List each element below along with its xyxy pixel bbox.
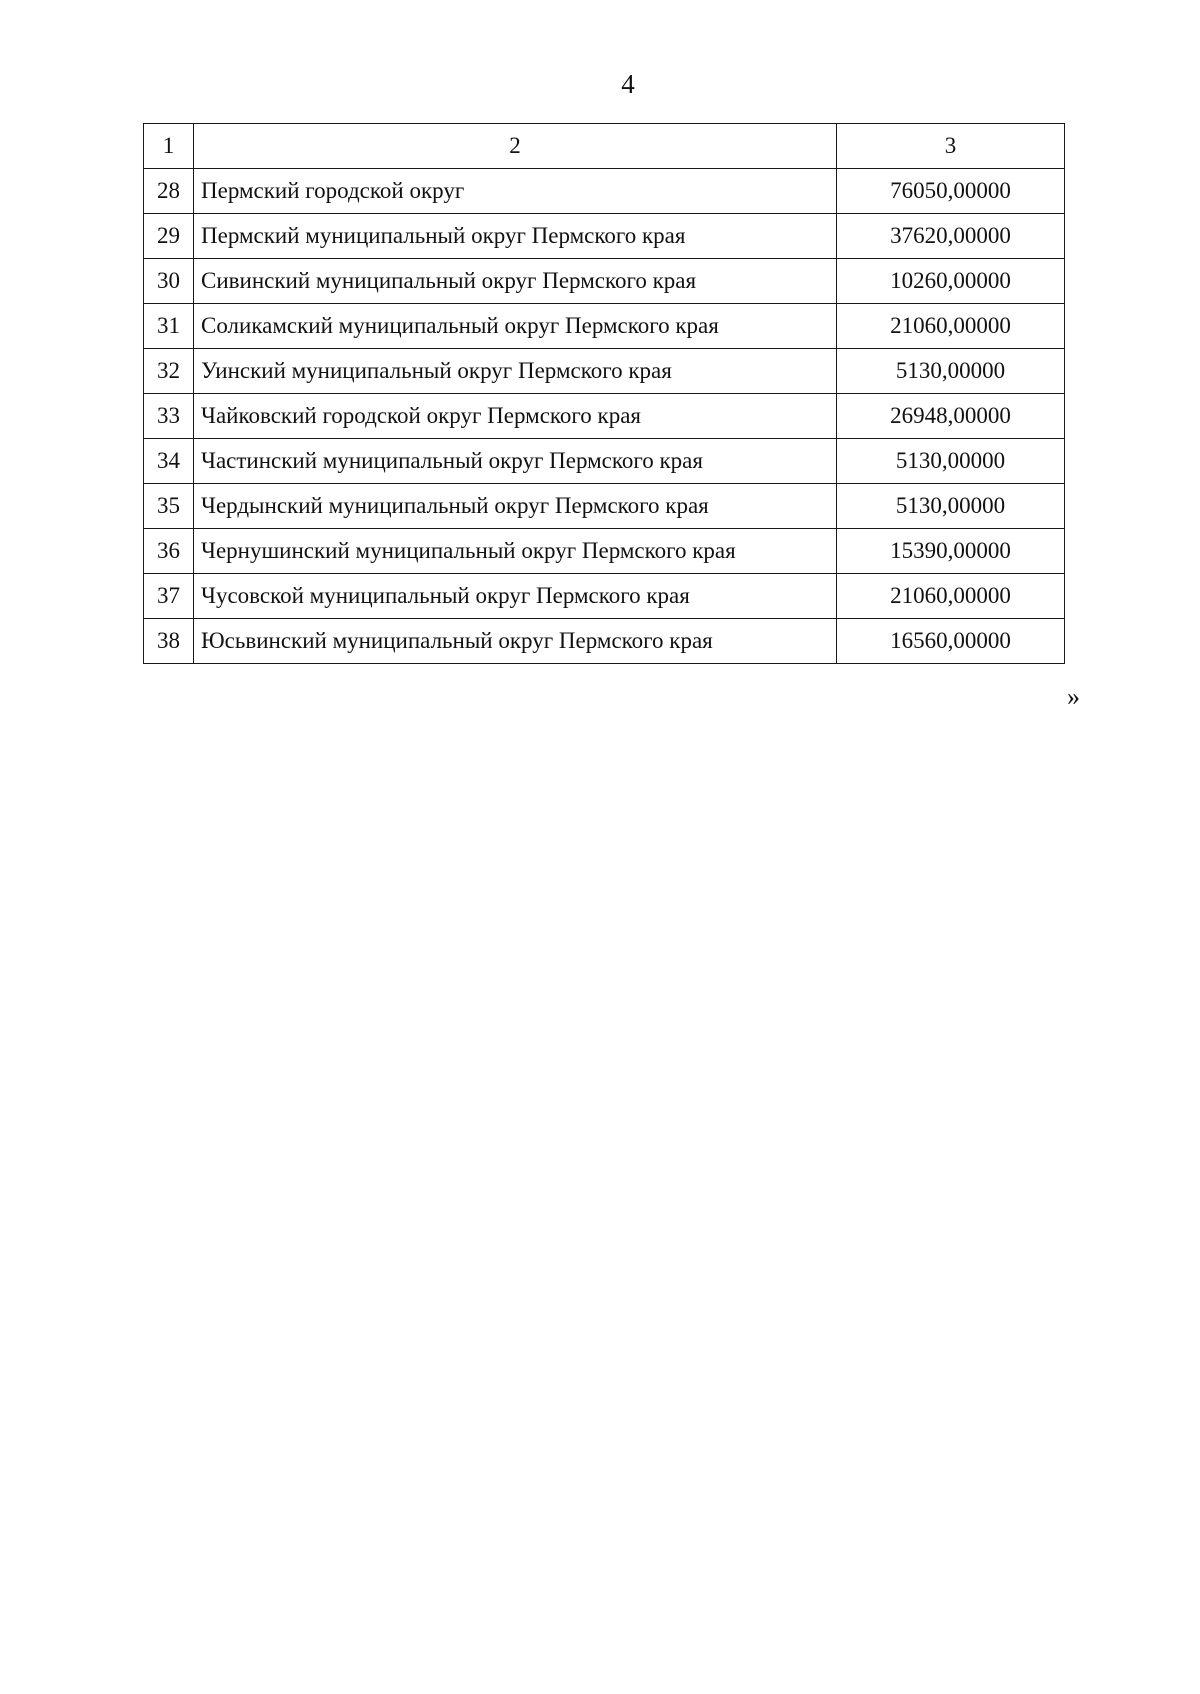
closing-quote-mark: » bbox=[1067, 682, 1080, 711]
municipality-name-cell: Пермский муниципальный округ Пермского края bbox=[194, 214, 837, 259]
row-number-cell: 30 bbox=[144, 259, 194, 304]
municipality-name-cell: Сивинский муниципальный округ Пермского края bbox=[194, 259, 837, 304]
table-body bbox=[144, 124, 1065, 664]
table-row bbox=[144, 619, 1065, 664]
table-row bbox=[144, 259, 1065, 304]
header-cell-col1: 1 bbox=[144, 124, 194, 169]
row-number-cell: 36 bbox=[144, 529, 194, 574]
allocation-table bbox=[143, 123, 1065, 664]
table-row bbox=[144, 574, 1065, 619]
row-number-cell: 34 bbox=[144, 439, 194, 484]
amount-cell: 5130,00000 bbox=[837, 484, 1065, 529]
table-row bbox=[144, 169, 1065, 214]
row-number-cell: 35 bbox=[144, 484, 194, 529]
municipality-name-cell: Частинский муниципальный округ Пермского края bbox=[194, 439, 837, 484]
table-row bbox=[144, 304, 1065, 349]
table-row bbox=[144, 439, 1065, 484]
table-row bbox=[144, 484, 1065, 529]
row-number-cell: 38 bbox=[144, 619, 194, 664]
header-cell-col3: 3 bbox=[837, 124, 1065, 169]
amount-cell: 10260,00000 bbox=[837, 259, 1065, 304]
row-number-cell: 31 bbox=[144, 304, 194, 349]
amount-cell: 21060,00000 bbox=[837, 574, 1065, 619]
row-number-cell: 29 bbox=[144, 214, 194, 259]
municipality-name-cell: Чусовской муниципальный округ Пермского края bbox=[194, 574, 837, 619]
table-row bbox=[144, 529, 1065, 574]
amount-cell: 21060,00000 bbox=[837, 304, 1065, 349]
municipality-name-cell: Юсьвинский муниципальный округ Пермского края bbox=[194, 619, 837, 664]
amount-cell: 15390,00000 bbox=[837, 529, 1065, 574]
table-row bbox=[144, 394, 1065, 439]
amount-cell: 26948,00000 bbox=[837, 394, 1065, 439]
amount-cell: 5130,00000 bbox=[837, 349, 1065, 394]
municipality-name-cell: Уинский муниципальный округ Пермского края bbox=[194, 349, 837, 394]
row-number-cell: 37 bbox=[144, 574, 194, 619]
header-cell-col2: 2 bbox=[194, 124, 837, 169]
amount-cell: 16560,00000 bbox=[837, 619, 1065, 664]
municipality-name-cell: Чернушинский муниципальный округ Пермского края bbox=[194, 529, 837, 574]
municipality-name-cell: Чердынский муниципальный округ Пермского края bbox=[194, 484, 837, 529]
amount-cell: 5130,00000 bbox=[837, 439, 1065, 484]
municipality-name-cell: Соликамский муниципальный округ Пермского края bbox=[194, 304, 837, 349]
amount-cell: 37620,00000 bbox=[837, 214, 1065, 259]
row-number-cell: 33 bbox=[144, 394, 194, 439]
page-number: 4 bbox=[621, 69, 635, 99]
allocation-table-container bbox=[143, 123, 1065, 664]
table-row bbox=[144, 349, 1065, 394]
table-header-row bbox=[144, 124, 1065, 169]
row-number-cell: 32 bbox=[144, 349, 194, 394]
municipality-name-cell: Чайковский городской округ Пермского края bbox=[194, 394, 837, 439]
row-number-cell: 28 bbox=[144, 169, 194, 214]
table-row bbox=[144, 214, 1065, 259]
municipality-name-cell: Пермский городской округ bbox=[194, 169, 837, 214]
amount-cell: 76050,00000 bbox=[837, 169, 1065, 214]
